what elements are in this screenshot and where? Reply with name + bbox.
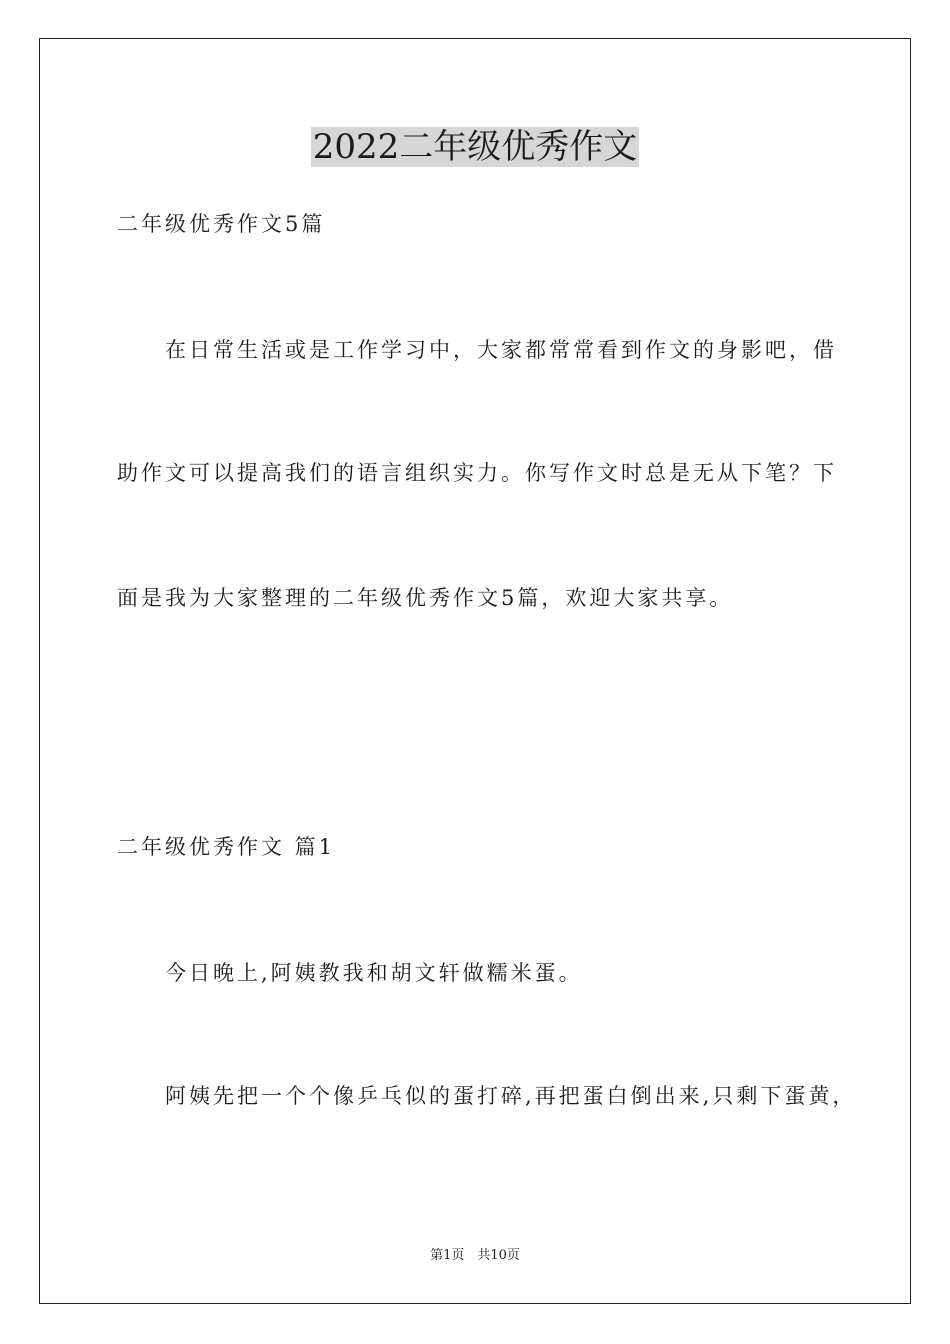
- body-paragraph-line-1: 今日晚上,阿姨教我和胡文轩做糯米蛋。: [165, 961, 583, 985]
- section-heading: 二年级优秀作文 篇1: [117, 835, 336, 859]
- document-title-text: 2022二年级优秀作文: [312, 127, 638, 167]
- intro-paragraph-line-3: 面是我为大家整理的二年级优秀作文5篇，欢迎大家共享。: [117, 586, 734, 610]
- intro-paragraph-line-2: 助作文可以提高我们的语言组织实力。你写作文时总是无从下笔？下: [117, 461, 837, 485]
- document-subtitle: 二年级优秀作文5篇: [117, 212, 326, 236]
- document-title: [0, 125, 950, 169]
- page-footer: 第1页 共10页: [430, 1248, 520, 1263]
- intro-paragraph-line-1: 在日常生活或是工作学习中，大家都常常看到作文的身影吧，借: [165, 338, 837, 362]
- body-paragraph-line-2: 阿姨先把一个个像乒乓似的蛋打碎,再把蛋白倒出来,只剩下蛋黄，: [165, 1084, 857, 1108]
